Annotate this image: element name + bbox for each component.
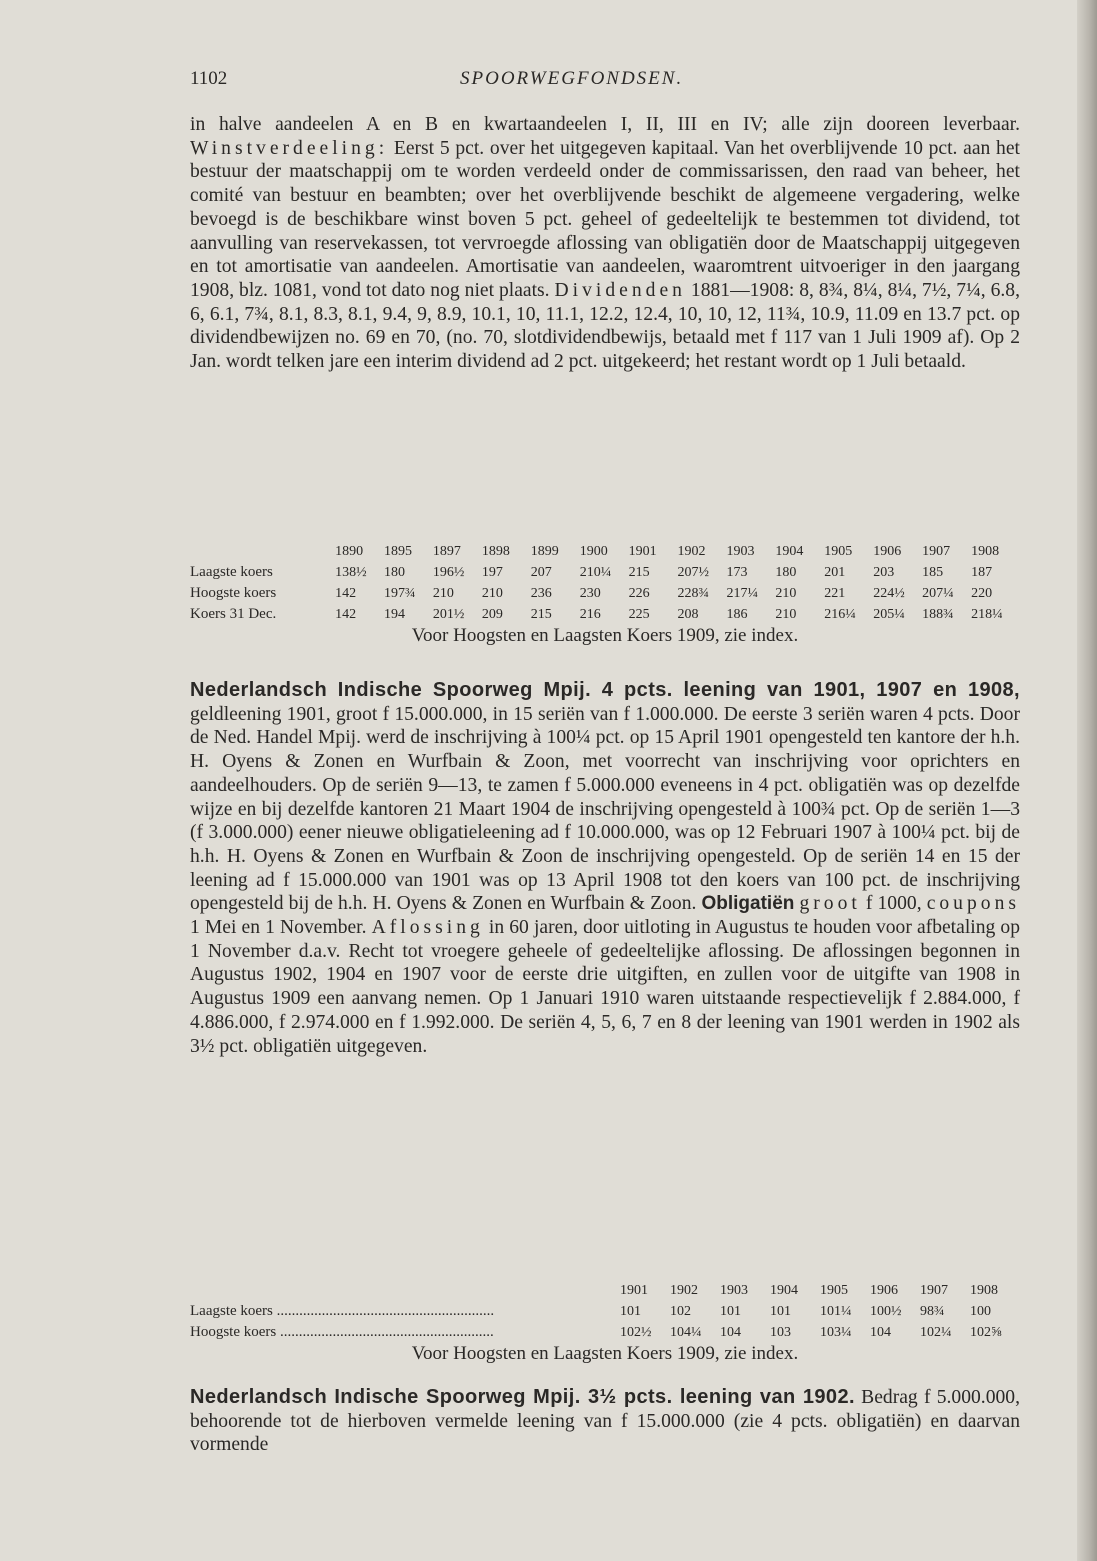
paragraph-text: in halve aandeelen A en B en kwartaandeelen I, II, III en IV; alle zijn dooreen leverbaar. — [190, 114, 1020, 135]
label-winstverdeeling: Winstverdeeling: — [190, 137, 389, 159]
value-cell: 203 — [873, 564, 895, 580]
value-cell: 207½ — [677, 564, 710, 580]
value-cell: 187 — [971, 564, 993, 580]
value-cell: 142 — [335, 585, 357, 601]
year-cell: 1895 — [384, 543, 412, 559]
year-cell: 1898 — [481, 543, 510, 559]
value-cell: 103 — [770, 1324, 791, 1340]
value-cell: 209 — [481, 606, 503, 622]
value-cell: 100½ — [870, 1303, 902, 1319]
label-coupons: coupons — [926, 893, 1020, 915]
value-cell: 217¼ — [726, 585, 758, 601]
year-cell: 1890 — [335, 543, 364, 559]
paragraph-dividend-policy — [190, 113, 1020, 374]
value-cell: 216¼ — [824, 606, 856, 622]
value-cell: 220 — [971, 585, 993, 601]
value-cell: 207 — [530, 564, 552, 580]
value-cell: 98¾ — [920, 1303, 945, 1319]
value-cell: 102⅝ — [970, 1324, 1002, 1340]
value-cell: 138½ — [335, 564, 367, 580]
section-4pct-loan — [190, 679, 1020, 1058]
section-heading: Nederlandsch Indische Spoorweg Mpij. 3½ pcts. leening van 1902. — [190, 1386, 855, 1408]
value-cell: 236 — [530, 585, 552, 601]
value-cell: 188¾ — [922, 606, 954, 622]
value-cell: 180 — [384, 564, 405, 580]
table-row — [190, 583, 1020, 604]
section-text: Bedrag f 5.000.000, behoorende tot de hierboven vermelde leening van f 15.000.000 (zie 4 pcts. obligatiën) en daarvan vormende — [190, 1387, 1020, 1456]
value-cell: 210¼ — [579, 564, 612, 580]
value-cell: 102 — [670, 1303, 691, 1319]
value-cell: 197¾ — [384, 585, 416, 601]
value-cell: 103¼ — [820, 1324, 852, 1340]
book-spine-shadow — [1077, 0, 1097, 1561]
value-cell: 201½ — [432, 606, 465, 622]
value-cell: 221 — [824, 585, 846, 601]
label-dividenden: Dividenden — [554, 279, 686, 301]
value-cell: 208 — [677, 606, 699, 622]
value-cell: 228¾ — [677, 585, 710, 601]
value-cell: 104¼ — [670, 1324, 702, 1340]
year-cell: 1902 — [677, 543, 706, 559]
year-cell: 1908 — [971, 543, 1000, 559]
year-cell: 1902 — [670, 1282, 698, 1298]
value-cell: 210 — [432, 585, 454, 601]
year-cell: 1906 — [870, 1282, 898, 1298]
value-cell: 225 — [628, 606, 650, 622]
value-cell: 210 — [775, 606, 797, 622]
value-cell: 218¼ — [971, 606, 1003, 622]
price-table-bonds — [190, 1280, 1020, 1343]
section-text: in 60 jaren, door uitloting in Augustus te houden voor afbetaling op 1 November d.a.v. Recht tot vroegere geheele of gedeeltelijke aflossing. De aflossingen begonnen in Augustus 1902, 1904 en 1907 voor de eerste drie uitgiften, en zullen voor de uitgifte van 1908 in Augustus 1909 een aanvang nemen. Op 1 Januari 1910 waren uitstaande respectievelijk f 2.884.000, f 4.886.000, f 2.974.000 en f 1.992.000. De seriën 4, 5, 6, 7 en 8 der leening van 1901 werden in 1902 als 3½ pct. obligatiën uitgegeven. — [190, 917, 1020, 1057]
value-cell: 207¼ — [922, 585, 954, 601]
index-note: Voor Hoogsten en Laagsten Koers 1909, zie index. — [411, 1343, 799, 1364]
year-cell: 1901 — [620, 1282, 648, 1298]
value-cell: 101 — [770, 1303, 791, 1319]
row-label: Hoogste koers ......................................................... — [190, 1324, 494, 1340]
label-aflossing: Aflossing — [371, 917, 484, 939]
row-label: Laagste koers — [190, 564, 273, 580]
value-cell: 215 — [530, 606, 552, 622]
row-label: Hoogste koers — [190, 585, 277, 601]
table-row — [190, 1322, 1020, 1343]
section-heading: Nederlandsch Indische Spoorweg Mpij. 4 pcts. leening van 1901, 1907 en 1908, — [190, 679, 1020, 701]
running-title: SPOORWEGFONDSEN. — [460, 68, 684, 89]
year-cell: 1903 — [726, 543, 755, 559]
value-cell: 104 — [720, 1324, 741, 1340]
year-cell: 1904 — [775, 543, 804, 559]
section-3half-pct-loan — [190, 1386, 1020, 1457]
value-cell: 205¼ — [873, 606, 905, 622]
value-cell: 186 — [726, 606, 748, 622]
section-text: f 1000, — [860, 893, 927, 915]
year-cell: 1900 — [579, 543, 608, 559]
year-cell: 1905 — [820, 1282, 848, 1298]
value-cell: 197 — [481, 564, 503, 580]
table-row — [190, 604, 1020, 625]
value-cell: 100 — [970, 1303, 991, 1319]
year-cell: 1901 — [628, 543, 657, 559]
table-header-row — [190, 541, 1020, 562]
section-text: geldleening 1901, groot f 15.000.000, in 15 seriën van f 1.000.000. De eerste 3 seriën waren 4 pcts. Door de Ned. Handel Mpij. werd de inschrijving à 100¼ pct. op 15 April 1901 opengesteld ten kantore der h.h. H. Oyens & Zonen en Wurfbain & Zoon, met voorrecht van inschrijving voor oprichters en aandeelhouders. Op de seriën 9—13, te zamen f 5.000.000 eveneens in 4 pct. obligatiën was op dezelfde wijze en bij dezelfde kantoren 21 Maart 1904 de inschrijving opengesteld à 100¾ pct. Op de seriën 1—3 (f 3.000.000) eener nieuwe obligatieleening ad f 10.000.000, was op 12 Februari 1907 à 100¼ pct. bij de h.h. H. Oyens & Zonen en Wurfbain & Zoon de inschrijving opengesteld. Op de seriën 14 en 15 der leening ad f 15.000.000 van 1901 was op 13 April 1908 tot den koers van 100 pct. de inschrijving opengesteld bij de h.h. H. Oyens & Zonen en Wurfbain & Zoon. — [190, 703, 1020, 915]
table-header-row — [190, 1280, 1020, 1301]
value-cell: 142 — [335, 606, 357, 622]
row-label: Koers 31 Dec. — [190, 606, 277, 622]
value-cell: 201 — [824, 564, 846, 580]
value-cell: 101¼ — [820, 1303, 852, 1319]
page-header — [190, 68, 1020, 98]
value-cell: 194 — [384, 606, 405, 622]
value-cell: 224½ — [873, 585, 905, 601]
section-text: 1 Mei en 1 November. — [190, 917, 372, 939]
value-cell: 216 — [579, 606, 601, 622]
table-row — [190, 1301, 1020, 1322]
value-cell: 104 — [870, 1324, 891, 1340]
paragraph-text: Eerst 5 pct. over het uitgegeven kapitaal. Van het overblijvende 10 pct. aan het bestuur der maatschappij om te worden verdeeld onder de commissarissen, den raad van beheer, het comité van bestuur en beambten; over het overblijvende beschikt de algemeene vergadering, welke bevoegd is de beschikbare winst boven 5 pct. geheel of gedeeltelijk te bestemmen tot dividend, tot aanvulling van reservekassen, tot vervroegde aflossing van obligatiën door de Maatschappij uitgegeven en tot amortisatie van aandeelen. Amortisatie van aandeelen, waaromtrent uitvoeriger in den jaargang 1908, blz. 1081, vond tot dato nog niet plaats. — [190, 137, 1020, 301]
value-cell: 226 — [628, 585, 650, 601]
year-cell: 1899 — [530, 543, 559, 559]
value-cell: 210 — [481, 585, 503, 601]
value-cell: 101 — [620, 1303, 641, 1319]
year-cell: 1906 — [873, 543, 902, 559]
paragraph-text: 1881—1908: 8, 8¾, 8¼, 8¼, 7½, 7¼, 6.8, 6, 6.1, 7¾, 8.1, 8.3, 8.1, 9.4, 9, 8.9, 10.1, 10, 11.1, 12.2, 12.4, 10, 10, 12, 11¾, 10.9, 11.09 en 13.7 pct. op dividendbewijzen no. 69 en 70, (no. 70, slotdividendbewijs, betaald met f 117 van 1 Juli 1909 af). Op 2 Jan. wordt telken jare een interim dividend ad 2 pct. uitgekeerd; het restant wordt op 1 Juli betaald. — [190, 279, 1020, 373]
year-cell: 1905 — [824, 543, 853, 559]
year-cell: 1907 — [922, 543, 951, 559]
page-number: 1102 — [190, 68, 228, 89]
year-cell: 1907 — [920, 1282, 948, 1298]
year-cell: 1908 — [970, 1282, 998, 1298]
value-cell: 210 — [775, 585, 797, 601]
year-cell: 1903 — [720, 1282, 748, 1298]
value-cell: 230 — [579, 585, 601, 601]
value-cell: 185 — [922, 564, 944, 580]
table-row — [190, 562, 1020, 583]
value-cell: 101 — [720, 1303, 741, 1319]
year-cell: 1904 — [770, 1282, 798, 1298]
value-cell: 215 — [628, 564, 650, 580]
value-cell: 102¼ — [920, 1324, 952, 1340]
value-cell: 102½ — [620, 1324, 652, 1340]
price-table-shares — [190, 541, 1020, 625]
label-groot: groot — [799, 893, 861, 915]
value-cell: 173 — [726, 564, 748, 580]
row-label: Laagste koers .......................................................... — [190, 1303, 495, 1319]
value-cell: 180 — [775, 564, 797, 580]
year-cell: 1897 — [432, 543, 461, 559]
label-obligatien: Obligatiën — [701, 893, 795, 915]
index-note: Voor Hoogsten en Laagsten Koers 1909, zie index. — [411, 625, 799, 646]
value-cell: 196½ — [432, 564, 465, 580]
